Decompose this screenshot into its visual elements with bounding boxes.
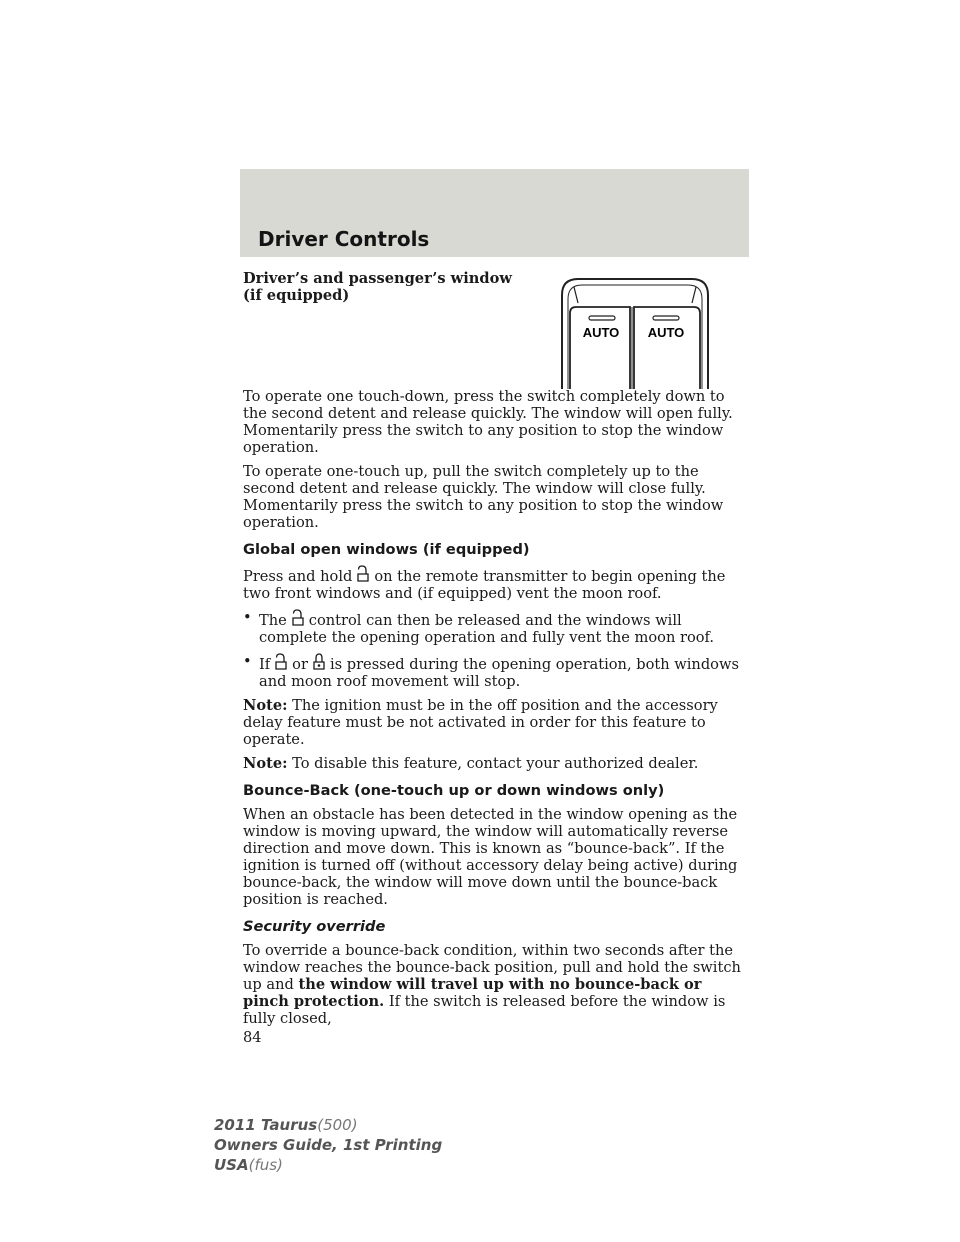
- note-disable: [243, 755, 748, 772]
- footer-line-1: [214, 1115, 442, 1135]
- note-disable-text: To disable this feature, contact your authorized dealer.: [292, 755, 699, 772]
- page-number: 84: [243, 1029, 262, 1046]
- bullet2-text-a: If: [259, 656, 271, 673]
- global-open-paragraph: [243, 565, 748, 602]
- global-open-heading: Global open windows (if equipped): [243, 541, 530, 558]
- security-text-bold: the window will travel up with no bounce-back or pinch protection.: [243, 976, 702, 1010]
- switch-label-right: AUTO: [647, 325, 685, 340]
- bullet-dot: •: [243, 653, 252, 670]
- bounce-back-paragraph: When an obstacle has been detected in the window opening as the window is moving upward, the window will automatically reverse direction and move down. This is known as “bounce-back”. If the ignition is turned off (without accessory delay being active) during bounce-back, the window will move down until the bounce-back position is reached.: [243, 806, 738, 908]
- note-ignition-text: The ignition must be in the off position and the accessory delay feature must be not activated in order for this feature to operate.: [243, 697, 718, 748]
- bullet2-text-b: is pressed during the opening operation, both windows and moon roof movement will stop.: [259, 656, 739, 690]
- unlock-icon: [272, 653, 290, 671]
- bounce-back-heading: Bounce-Back (one-touch up or down windows only): [243, 782, 665, 799]
- bullet-text: [259, 609, 748, 646]
- bullet-item: [243, 653, 748, 690]
- switch-label-left: AUTO: [582, 325, 620, 340]
- footer-model: 2011 Taurus: [214, 1116, 318, 1134]
- bullet-text: [259, 653, 748, 690]
- intro-heading: Driver’s and passenger’s window (if equipped): [243, 270, 512, 304]
- bullet-dot: •: [243, 609, 252, 626]
- security-text-b: If the switch is released before the window is fully closed,: [243, 993, 726, 1027]
- security-override-heading: Security override: [243, 918, 386, 935]
- section-header-band: [240, 169, 749, 257]
- section-title: Driver Controls: [258, 227, 430, 251]
- security-text-a: To override a bounce-back condition, within two seconds after the window reaches the bounce-back position, pull and hold the switch up and: [243, 942, 741, 993]
- footer-market: USA: [214, 1156, 249, 1174]
- note-label: Note:: [243, 755, 288, 772]
- one-touch-down-paragraph: To operate one touch-down, press the switch completely down to the second detent and release quickly. The window will open fully. Momentarily press the switch to any position to stop the window operation.: [243, 388, 733, 456]
- footer-market-code: (fus): [248, 1156, 283, 1174]
- note-label: Note:: [243, 697, 288, 714]
- one-touch-up-paragraph: To operate one-touch up, pull the switch completely up to the second detent and release quickly. The window will close fully. Momentarily press the switch to any position to stop the window operation.: [243, 463, 724, 531]
- unlock-icon: [354, 565, 372, 583]
- security-override-paragraph: [243, 942, 748, 1027]
- bullet-item: [243, 609, 748, 646]
- global-open-text-a: Press and hold: [243, 568, 353, 585]
- footer-line-2: Owners Guide, 1st Printing: [214, 1136, 443, 1154]
- unlock-icon: [289, 609, 307, 627]
- bullet1-text-b: control can then be released and the windows will complete the opening operation and fully vent the moon roof.: [259, 612, 715, 646]
- global-open-text-b: on the remote transmitter to begin opening the two front windows and (if equipped) vent the moon roof.: [243, 568, 726, 602]
- lock-icon: [310, 653, 328, 671]
- footer-line-3: [214, 1155, 442, 1175]
- bullet2-or: or: [292, 656, 308, 673]
- document-footer: [214, 1115, 442, 1175]
- footer-model-code: (500): [317, 1116, 358, 1134]
- bullet1-text-a: The: [259, 612, 287, 629]
- page-content: [243, 270, 748, 1046]
- note-ignition: [243, 697, 748, 748]
